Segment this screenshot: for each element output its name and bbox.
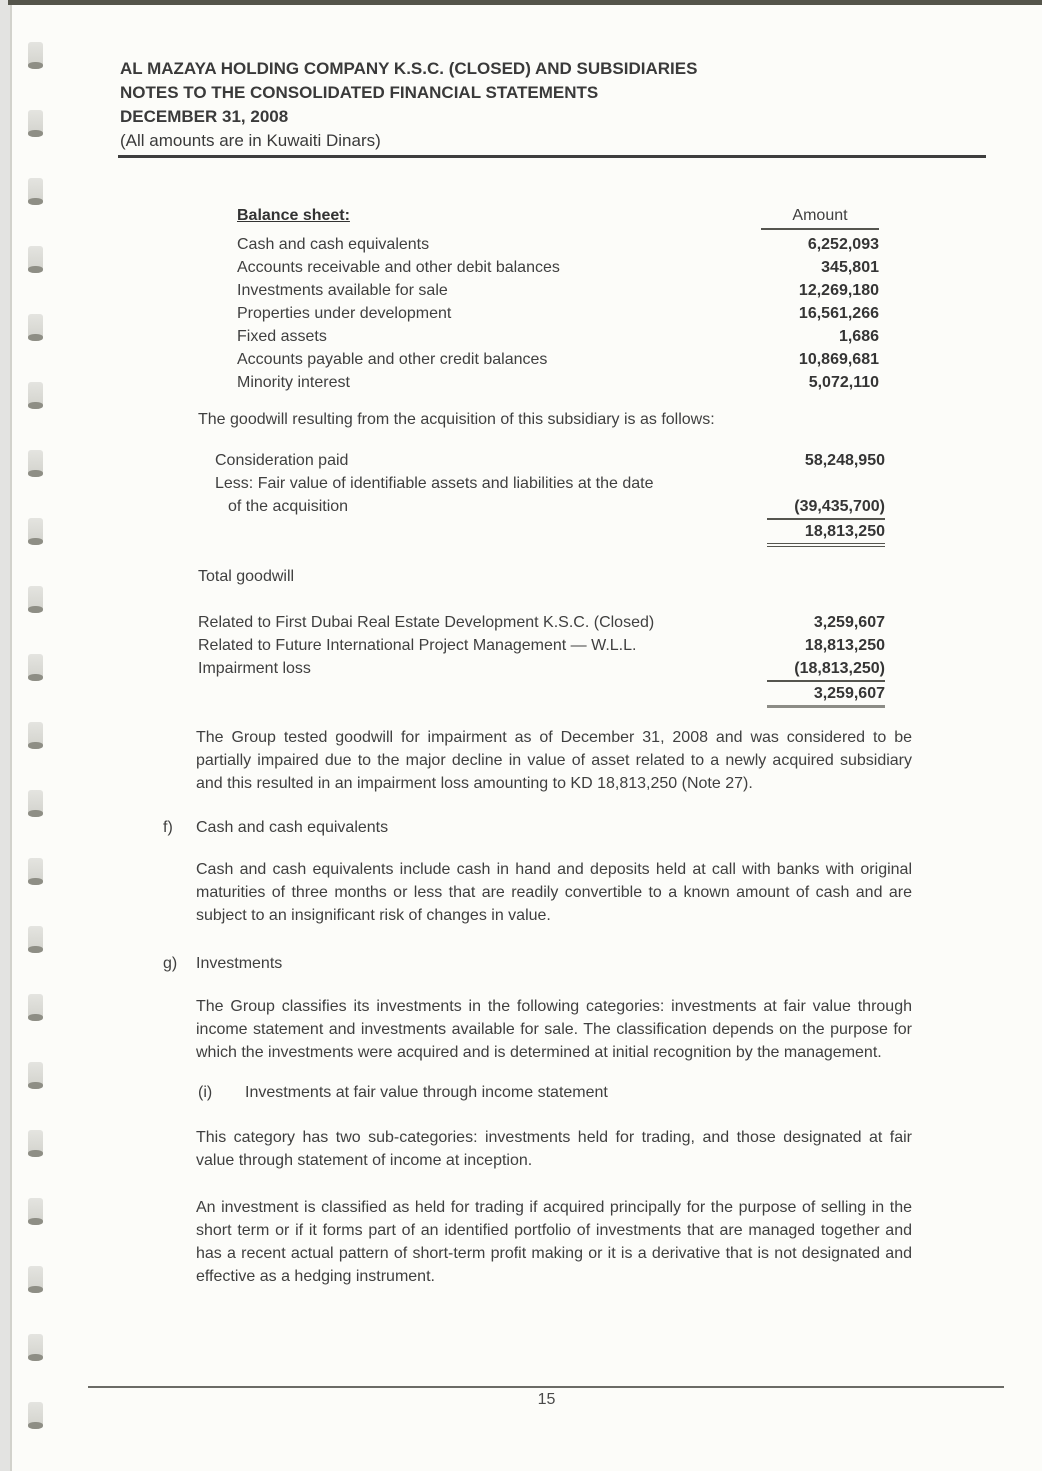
- row-label: Accounts payable and other credit balances: [237, 351, 548, 368]
- section-g-heading: [163, 952, 282, 975]
- row-amount: (39,435,700): [767, 495, 885, 520]
- binder-hole: [28, 246, 43, 271]
- scan-left-margin: [0, 0, 10, 1471]
- row-label: Minority interest: [237, 374, 350, 391]
- table-row: [198, 611, 885, 634]
- row-label: Investments available for sale: [237, 282, 448, 299]
- table-row: [237, 325, 879, 348]
- section-letter: g): [163, 955, 178, 972]
- row-amount: 345,801: [821, 259, 879, 276]
- company-name: AL MAZAYA HOLDING COMPANY K.S.C. (CLOSED) AND SUBSIDIARIES: [120, 59, 698, 78]
- section-letter: f): [163, 819, 173, 836]
- row-label: Accounts receivable and other debit balances: [237, 259, 560, 276]
- table-row: [237, 348, 879, 371]
- document-title: NOTES TO THE CONSOLIDATED FINANCIAL STATEMENTS: [120, 83, 599, 102]
- table-row: [215, 449, 885, 472]
- footer-rule: [88, 1386, 1004, 1388]
- binder-hole: [28, 722, 43, 747]
- binder-hole: [28, 994, 43, 1019]
- row-label: Cash and cash equivalents: [237, 236, 430, 253]
- row-amount: 58,248,950: [804, 452, 885, 469]
- binder-hole: [28, 178, 43, 203]
- subsection-marker: (i): [198, 1084, 213, 1101]
- table-row: [198, 682, 885, 708]
- table-row: [215, 472, 885, 495]
- row-amount: 16,561,266: [798, 305, 879, 322]
- row-amount: 12,269,180: [798, 282, 879, 299]
- subsection-title: Investments at fair value through income statement: [245, 1084, 608, 1101]
- binder-hole: [28, 450, 43, 475]
- row-amount: 18,813,250: [804, 637, 885, 654]
- row-label: Impairment loss: [198, 660, 311, 677]
- binder-hole: [28, 926, 43, 951]
- total-amount: 3,259,607: [767, 682, 885, 708]
- table-row: [215, 495, 885, 520]
- binder-hole: [28, 314, 43, 339]
- currency-note: (All amounts are in Kuwaiti Dinars): [120, 131, 381, 150]
- row-amount: (18,813,250): [767, 657, 885, 682]
- binder-hole: [28, 1198, 43, 1223]
- table-row: [237, 302, 879, 325]
- binder-hole: [28, 42, 43, 67]
- section-title: Cash and cash equivalents: [196, 819, 389, 836]
- binder-hole: [28, 654, 43, 679]
- investments-intro-paragraph: The Group classifies its investments in the following categories: investments at fair value through income statement and investments available for sale. The classification depends on the purpose for which the investments were acquired and is determined at initial recognition by the management.: [196, 998, 912, 1061]
- header-rule: [118, 155, 986, 158]
- row-label: Related to Future International Project Management — W.L.L.: [198, 637, 637, 654]
- binder-hole: [28, 790, 43, 815]
- table-row: [215, 520, 885, 547]
- report-date: DECEMBER 31, 2008: [120, 107, 289, 126]
- table-row: [198, 657, 885, 682]
- section-f-heading: [163, 816, 388, 839]
- balance-sheet-table: [237, 204, 879, 394]
- subcategories-paragraph: This category has two sub-categories: investments held for trading, and those designated at fair value through statement of income at inception.: [196, 1129, 912, 1169]
- page-number: 15: [537, 1391, 556, 1408]
- row-amount: 1,686: [838, 328, 879, 345]
- binder-hole: [28, 382, 43, 407]
- scan-top-bar: [8, 0, 1042, 5]
- subtotal-amount: 18,813,250: [767, 520, 885, 547]
- row-label: Properties under development: [237, 305, 452, 322]
- row-label: Related to First Dubai Real Estate Development K.S.C. (Closed): [198, 614, 655, 631]
- row-label: of the acquisition: [228, 498, 349, 515]
- table-row: [237, 256, 879, 279]
- binder-hole: [28, 1130, 43, 1155]
- goodwill-calc-table: [215, 449, 885, 547]
- page-edge-line: [10, 0, 12, 1471]
- row-amount: 10,869,681: [798, 351, 879, 368]
- binder-hole: [28, 1334, 43, 1359]
- binder-hole: [28, 858, 43, 883]
- section-title: Investments: [196, 955, 283, 972]
- table-row: [237, 371, 879, 394]
- impairment-paragraph: The Group tested goodwill for impairment as of December 31, 2008 and was considered to be partially impaired due to the major decline in value of asset related to a newly acquired subsidiary and this resulted in an impairment loss amounting to KD 18,813,250 (Note 27).: [196, 729, 912, 792]
- balance-sheet-title: Balance sheet:: [237, 207, 350, 224]
- amount-column-header: Amount: [761, 204, 879, 230]
- binder-hole: [28, 110, 43, 135]
- row-label: Less: Fair value of identifiable assets and liabilities at the date: [215, 475, 654, 492]
- total-goodwill-label: Total goodwill: [198, 568, 295, 585]
- table-row: [237, 233, 879, 256]
- binder-hole: [28, 1062, 43, 1087]
- row-label: Fixed assets: [237, 328, 327, 345]
- row-amount: 3,259,607: [813, 614, 885, 631]
- row-label: Consideration paid: [215, 452, 349, 469]
- document-header: [120, 57, 697, 153]
- binder-hole: [28, 1266, 43, 1291]
- goodwill-intro-text: The goodwill resulting from the acquisition of this subsidiary is as follows:: [198, 411, 715, 428]
- binder-hole: [28, 586, 43, 611]
- binder-hole: [28, 1402, 43, 1427]
- row-amount: 5,072,110: [808, 374, 879, 391]
- binder-hole: [28, 518, 43, 543]
- table-row: [237, 279, 879, 302]
- row-amount: 6,252,093: [807, 236, 879, 253]
- balance-sheet-header-row: [237, 204, 879, 230]
- held-for-trading-paragraph: An investment is classified as held for trading if acquired principally for the purpose of selling in the short term or if it forms part of an identified portfolio of investments that are managed together and has a recent actual pattern of short-term profit making or it is a derivative that is not designated and effective as a hedging instrument.: [196, 1199, 912, 1285]
- subsection-i-heading: [198, 1081, 608, 1104]
- cash-paragraph: Cash and cash equivalents include cash in hand and deposits held at call with banks with original maturities of three months or less that are readily convertible to a known amount of cash and are subject to an insignificant risk of changes in value.: [196, 861, 912, 924]
- table-row: [198, 634, 885, 657]
- total-goodwill-table: [198, 611, 885, 708]
